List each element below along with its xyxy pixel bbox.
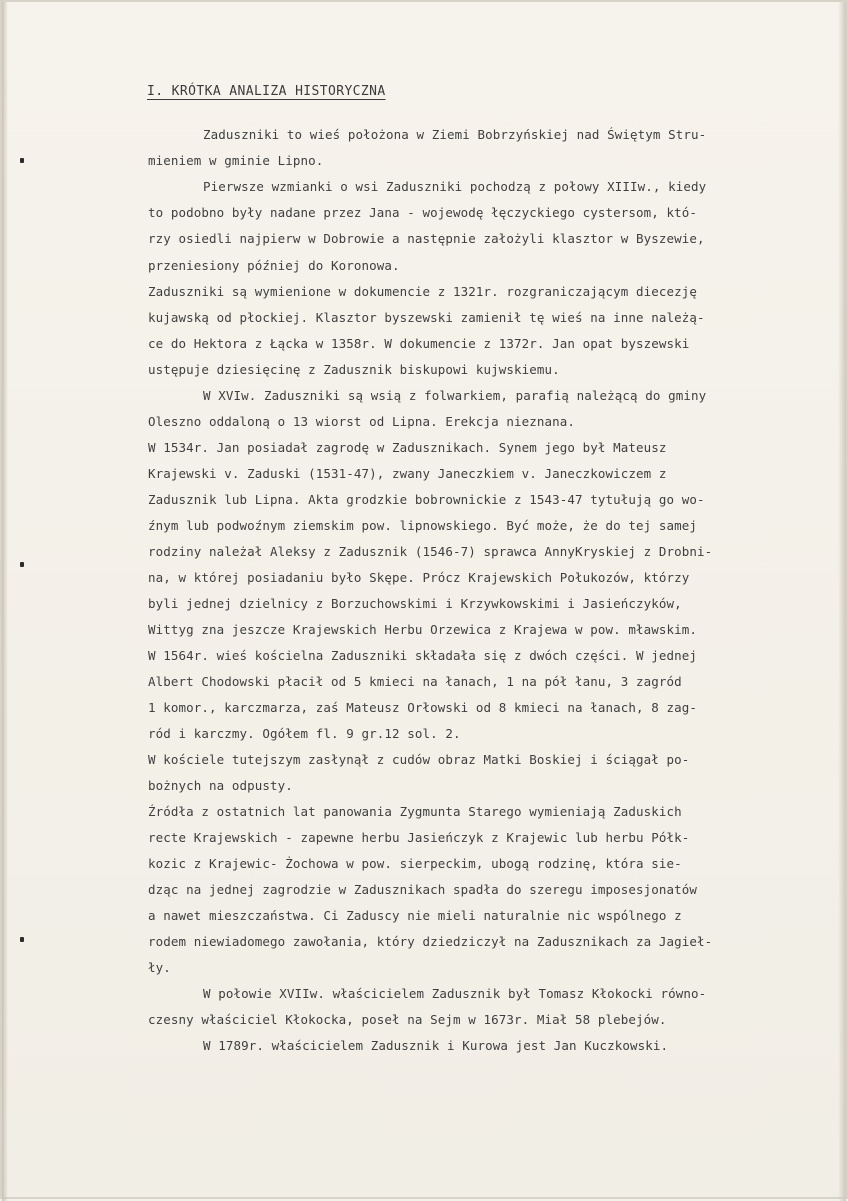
text-line: na, w której posiadaniu było Skępe. Prócz Krajewskich Połukozów, którzy (148, 570, 690, 585)
text-line: ły. (148, 960, 171, 975)
section-title: I. KRÓTKA ANALIZA HISTORYCZNA (147, 84, 386, 99)
text-line: źnym lub podwoźnym ziemskim pow. lipnowskiego. Być może, że do tej samej (148, 518, 698, 533)
text-line: rodem niewiadomego zawołania, który dziedziczył na Zadusznikach za Jagieł- (148, 934, 713, 949)
text-line: Wittyg zna jeszcze Krajewskich Herbu Orzewica z Krajewa w pow. mławskim. (148, 622, 698, 637)
text-line: przeniesiony później do Koronowa. (148, 258, 400, 273)
text-line: W 1534r. Jan posiadał zagrodę w Zadusznikach. Synem jego był Mateusz (148, 440, 667, 455)
text-line: W 1789r. właścicielem Zadusznik i Kurowa jest Jan Kuczkowski. (203, 1038, 669, 1053)
text-line: ce do Hektora z Łąckа w 1358r. W dokumencie z 1372r. Jan opat byszewski (148, 336, 690, 351)
text-line: Zaduszniki to wieś położona w Ziemi Bobrzyńskiej nad Świętym Stru- (203, 127, 707, 142)
text-line: Źródła z ostatnich lat panowania Zygmunta Starego wymieniają Zaduskich (148, 804, 682, 819)
text-line: W 1564r. wieś kościelna Zaduszniki składała się z dwóch części. W jednej (148, 648, 698, 663)
text-line: Pierwsze wzmianki o wsi Zaduszniki pochodzą z połowy XIIIw., kiedy (203, 179, 707, 194)
text-line: ustępuje dziesięcinę z Zadusznik biskupowi kujwskiemu. (148, 362, 560, 377)
text-line: a nawet mieszczaństwa. Ci Zaduscy nie mieli naturalnie nic wspólnego z (148, 908, 682, 923)
text-line: Zadusznik lub Lipna. Akta grodzkie bobrownickie z 1543-47 tytułują go wo- (148, 492, 705, 507)
text-line: W kościele tutejszym zasłynął z cudów obraz Matki Boskiej i ściągał po- (148, 752, 690, 767)
text-line: W XVIw. Zaduszniki są wsią z folwarkiem, parafią należącą do gminy (203, 388, 707, 403)
text-line: W połowie XVIIw. właścicielem Zadusznik był Tomasz Kłokocki równo- (203, 986, 707, 1001)
punch-hole-mark (20, 562, 24, 567)
text-line: mieniem w gminie Lipno. (148, 153, 324, 168)
text-line: kozic z Krajewic- Żochowa w pow. sierpeckim, ubogą rodzinę, która sie- (148, 856, 682, 871)
text-line: rzy osiedli najpierw w Dobrowie a następnie założyli klasztor w Byszewie, (148, 231, 705, 246)
text-line: Oleszno oddaloną o 13 wiorst od Lipna. Erekcja nieznana. (148, 414, 576, 429)
page-edge-shadow-right (838, 2, 846, 1201)
text-line: to podobno były nadane przez Jana - wojewodę łęczyckiego cystersom, któ- (148, 205, 698, 220)
text-line: Krajewski v. Zaduski (1531-47), zwany Janeczkiem v. Janeczkowiczem z (148, 466, 667, 481)
text-line: rodziny należał Aleksy z Zadusznik (1546-7) sprawca AnnyKryskiej z Drobni- (148, 544, 713, 559)
text-line: Albert Chodowski płacił od 5 kmieci na łanach, 1 na pół łanu, 3 zagród (148, 674, 682, 689)
page-edge-shadow-left (2, 2, 8, 1201)
text-line: czesny właściciel Kłokocka, poseł na Sejm w 1673r. Miał 58 plebejów. (148, 1012, 667, 1027)
text-line: byli jednej dzielnicy z Borzuchowskimi i Krzywkowskimi i Jasieńczyków, (148, 596, 682, 611)
text-line: ród i karczmy. Ogółem fl. 9 gr.12 sol. 2. (148, 726, 461, 741)
text-line: 1 komor., karczmarza, zaś Mateusz Orłowski od 8 kmieci na łanach, 8 zag- (148, 700, 698, 715)
text-line: Zaduszniki są wymienione w dokumencie z 1321r. rozgraniczającym diecezję (148, 284, 698, 299)
text-line: recte Krajewskich - zapewne herbu Jasieńczyk z Krajewic lub herbu Półk- (148, 830, 690, 845)
text-line: bożnych na odpusty. (148, 778, 293, 793)
punch-hole-mark (20, 158, 24, 163)
text-line: kujawską od płockiej. Klasztor byszewski zamienił tę wieś na inne należą- (148, 310, 705, 325)
text-line: dząc na jednej zagrodzie w Zadusznikach spadła do szeregu imposesjonatów (148, 882, 698, 897)
punch-hole-mark (20, 937, 24, 942)
